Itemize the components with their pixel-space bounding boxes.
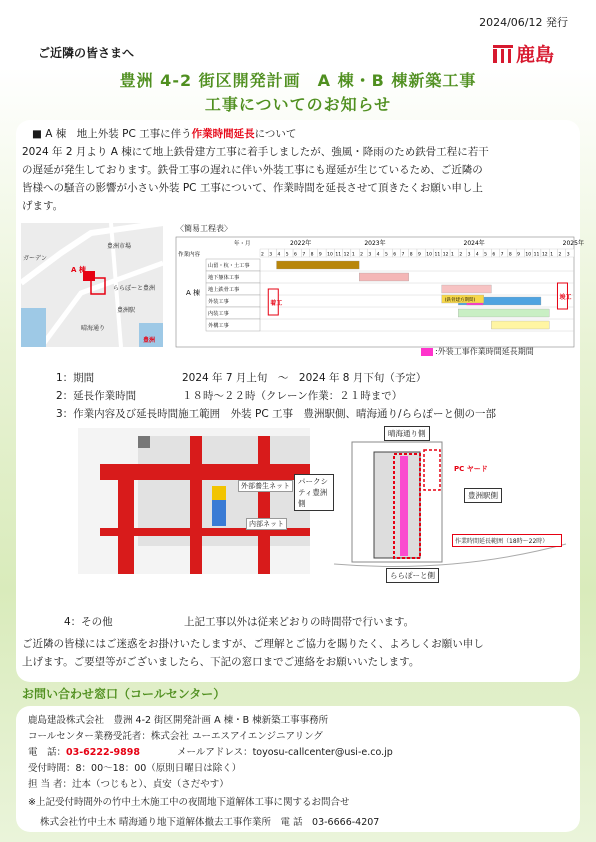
gantt-building: A 棟 xyxy=(186,289,201,297)
main-panel xyxy=(16,120,584,682)
gantt-task-1: 地下躯体工事 xyxy=(208,275,240,281)
label-harumi: 晴海通り側 xyxy=(384,426,430,441)
intro-line-1: 2024 年 2 月より A 棟にて地上鉄骨建方工事に着手しましたが、強風・降雨のため鉄骨工程に若干 xyxy=(22,146,489,158)
gantt-month-label: 1 xyxy=(451,252,454,258)
map-label-1: ららぽーと豊洲 xyxy=(113,285,156,292)
gantt-month-label: 4 xyxy=(277,252,281,258)
map-label-2: 豊洲駅 xyxy=(117,307,136,314)
gantt-month-label: 2 xyxy=(360,252,364,258)
gantt-month-label: 9 xyxy=(517,252,521,258)
schedule-gantt xyxy=(176,237,584,347)
outer-net-label: 外部養生ネット xyxy=(238,480,293,492)
gantt-steel-note: (鉄骨建方期間) xyxy=(444,298,476,303)
gantt-month-label: 11 xyxy=(434,252,441,258)
map-label-0: 豊洲市場 xyxy=(107,243,132,250)
tel-label: 電 話： xyxy=(28,747,67,758)
gantt-month-label: 8 xyxy=(409,252,413,258)
site-plan-graphic xyxy=(334,424,566,584)
item2-label: 2：延長作業時間 xyxy=(56,390,137,402)
gantt-month-label: 10 xyxy=(525,252,532,258)
map-label-4: ガーデン xyxy=(23,255,47,262)
gantt-month-label: 12 xyxy=(541,252,548,258)
gantt-month-label: 2 xyxy=(261,252,264,258)
contact-panel xyxy=(16,706,580,832)
map-building-label: A 棟 xyxy=(71,266,86,274)
legend-swatch xyxy=(421,348,433,356)
greeting: ご近隣の皆さまへ xyxy=(38,46,135,60)
intro-heading-prefix: ■ A 棟 地上外装 PC 工事に伴う xyxy=(32,128,192,140)
gantt-month-label: 6 xyxy=(294,252,297,258)
gantt-month-label: 4 xyxy=(376,252,380,258)
gantt-month-label: 7 xyxy=(401,252,405,258)
gantt-month-label: 1 xyxy=(550,252,554,258)
gantt-end-label: 竣工 xyxy=(559,294,572,301)
kajima-logo-icon xyxy=(493,45,513,63)
closing-line-1: ご近隣の皆様にはご迷惑をお掛けいたしますが、ご理解とご協力を賜りたく、よろしくお願い申し xyxy=(22,638,484,650)
gantt-month-label: 10 xyxy=(426,252,432,258)
gantt-year-0: 2022年 xyxy=(290,240,312,247)
intro-heading-suffix: について xyxy=(254,128,297,140)
item2-value: １８時～２２時（クレーン作業：２１時まで） xyxy=(182,390,403,402)
gantt-task-4: 内装工事 xyxy=(208,311,229,317)
map-label-3: 晴海通り xyxy=(81,325,106,332)
intro-heading-highlight: 作業時間延長 xyxy=(191,128,255,140)
gantt-task-5: 外構工事 xyxy=(208,323,229,329)
exterior-pc-illustration xyxy=(78,428,310,574)
schedule-title: 〈簡易工程表〉 xyxy=(176,224,232,233)
gantt-month-label: 3 xyxy=(467,252,471,258)
label-range: 作業時間延長範囲（18時〜22時） xyxy=(452,534,562,547)
tel-number[interactable]: 03-6222-9898 xyxy=(66,747,141,758)
gantt-month-label: 5 xyxy=(484,252,487,258)
contact-staff: 担 当 者：辻本（つじもと）、貞安（さだやす） xyxy=(28,779,229,790)
label-park: パークシティ豊洲側 xyxy=(294,474,334,511)
gantt-month-label: 9 xyxy=(318,252,322,258)
inner-net-label: 内部ネット xyxy=(246,518,287,530)
gantt-bar-0 xyxy=(277,261,360,269)
contact-takenaka: 株式会社竹中土木 晴海通り地下道解体撤去工事作業所 電 話 03-6666-4207 xyxy=(40,817,380,828)
label-pcyard: PC ヤード xyxy=(454,465,488,473)
schedule-legend xyxy=(421,346,534,357)
legend-label: :外装工事作業時間延長期間 xyxy=(435,347,534,356)
schedule-chart xyxy=(176,237,584,351)
contact-note: ※上記受付時間外の竹中土木施工中の夜間地下道解体工事に関するお問合せ xyxy=(28,797,350,808)
contact-hours: 受付時間：8：00～18：00（原則日曜日は除く） xyxy=(28,763,242,774)
gantt-month-label: 11 xyxy=(533,252,540,258)
contact-tel-row xyxy=(28,744,393,758)
gantt-month-label: 5 xyxy=(384,252,388,258)
map-label-5: 豊洲 xyxy=(143,337,156,344)
item4-value: 上記工事以外は従来どおりの時間帯で行います。 xyxy=(184,616,415,628)
gantt-month-label: 11 xyxy=(335,252,342,258)
site-map xyxy=(21,223,163,347)
gantt-month-label: 9 xyxy=(418,252,421,258)
title-line1: 豊洲 4-2 街区開発計画 A 棟・B 棟新築工事 xyxy=(119,71,477,90)
gantt-month-label: 7 xyxy=(302,252,306,258)
mail-address[interactable]: toyosu-callcenter@usi-e.co.jp xyxy=(252,747,393,758)
gantt-month-label: 6 xyxy=(492,252,496,258)
gantt-task-2: 地上鉄骨工事 xyxy=(208,287,240,293)
label-station: 豊洲駅側 xyxy=(464,488,502,503)
contact-office: 鹿島建設株式会社 豊洲 4-2 街区開発計画 A 棟・B 棟新築工事事務所 xyxy=(28,715,329,726)
gantt-bar-5 xyxy=(458,309,549,317)
gantt-month-label: 2 xyxy=(459,252,463,258)
gantt-month-label: 3 xyxy=(368,252,372,258)
intro-line-3: 皆様への騒音の影響が小さい外装 PC 工事について、作業時間を延長させて頂きたくお願い申し上 xyxy=(22,182,483,194)
gantt-bar-1 xyxy=(359,273,409,281)
gantt-year-3: 2025年 xyxy=(562,240,584,247)
gantt-month-label: 3 xyxy=(269,252,273,258)
contact-callcenter: コールセンター業務受託者：株式会社 ユーエスアイエンジニアリング xyxy=(28,731,323,742)
gantt-month-label: 1 xyxy=(351,252,355,258)
gantt-month-label: 8 xyxy=(310,252,314,258)
label-lalaport: ららぽーと側 xyxy=(386,568,439,583)
closing-line-2: 上げます。ご要望等がございましたら、下記の窓口までご連絡をお願いいたします。 xyxy=(22,656,420,668)
site-plan xyxy=(298,424,566,584)
gantt-month-label: 12 xyxy=(343,252,350,258)
title-line2: 工事についてのお知らせ xyxy=(204,95,392,114)
gantt-month-label: 12 xyxy=(442,252,449,258)
mail-label: メールアドレス： xyxy=(177,747,253,758)
gantt-task-3: 外装工事 xyxy=(208,299,229,305)
gantt-month-label: 7 xyxy=(500,252,504,258)
gantt-year-header: 年・月 xyxy=(234,241,251,247)
gantt-month-label: 8 xyxy=(508,252,512,258)
building-frame-graphic xyxy=(78,428,310,574)
gantt-month-label: 4 xyxy=(475,252,479,258)
gantt-bar-2 xyxy=(442,285,492,293)
gantt-year-2: 2024年 xyxy=(463,240,485,247)
item3-label: 3：作業内容及び延長時間施工範囲 外装 PC 工事 豊洲駅側、晴海通り/ららぽーと側の一部 xyxy=(56,408,497,420)
intro-line-4: げます。 xyxy=(22,200,64,212)
issue-date: 2024/06/12 発行 xyxy=(479,16,568,29)
item1-label: 1：期間 xyxy=(56,372,95,384)
intro-heading xyxy=(32,126,296,143)
item1-value: 2024 年 7 月上旬 ～ 2024 年 8 月下旬（予定） xyxy=(182,372,427,384)
kajima-logo xyxy=(493,40,554,67)
gantt-task-0: 山留・杭・土工事 xyxy=(208,263,250,269)
logo-text: 鹿島 xyxy=(515,44,554,66)
gantt-year-1: 2023年 xyxy=(364,240,386,247)
gantt-bar-6 xyxy=(491,321,549,329)
gantt-month-label: 10 xyxy=(327,252,333,258)
gantt-work-header: 作業内容 xyxy=(178,252,201,258)
intro-line-2: の遅延が発生しております。鉄骨工事の遅れに伴い外装工事にも遅延が生じているため、ご近隣の xyxy=(22,164,483,176)
gantt-month-label: 6 xyxy=(393,252,397,258)
contact-title: お問い合わせ窓口（コールセンター） xyxy=(22,687,226,701)
gantt-month-label: 2 xyxy=(558,252,562,258)
gantt-month-label: 5 xyxy=(285,252,289,258)
gantt-start-label: 着工 xyxy=(270,300,283,307)
gantt-month-label: 3 xyxy=(566,252,570,258)
item4-label: 4：その他 xyxy=(64,616,113,628)
